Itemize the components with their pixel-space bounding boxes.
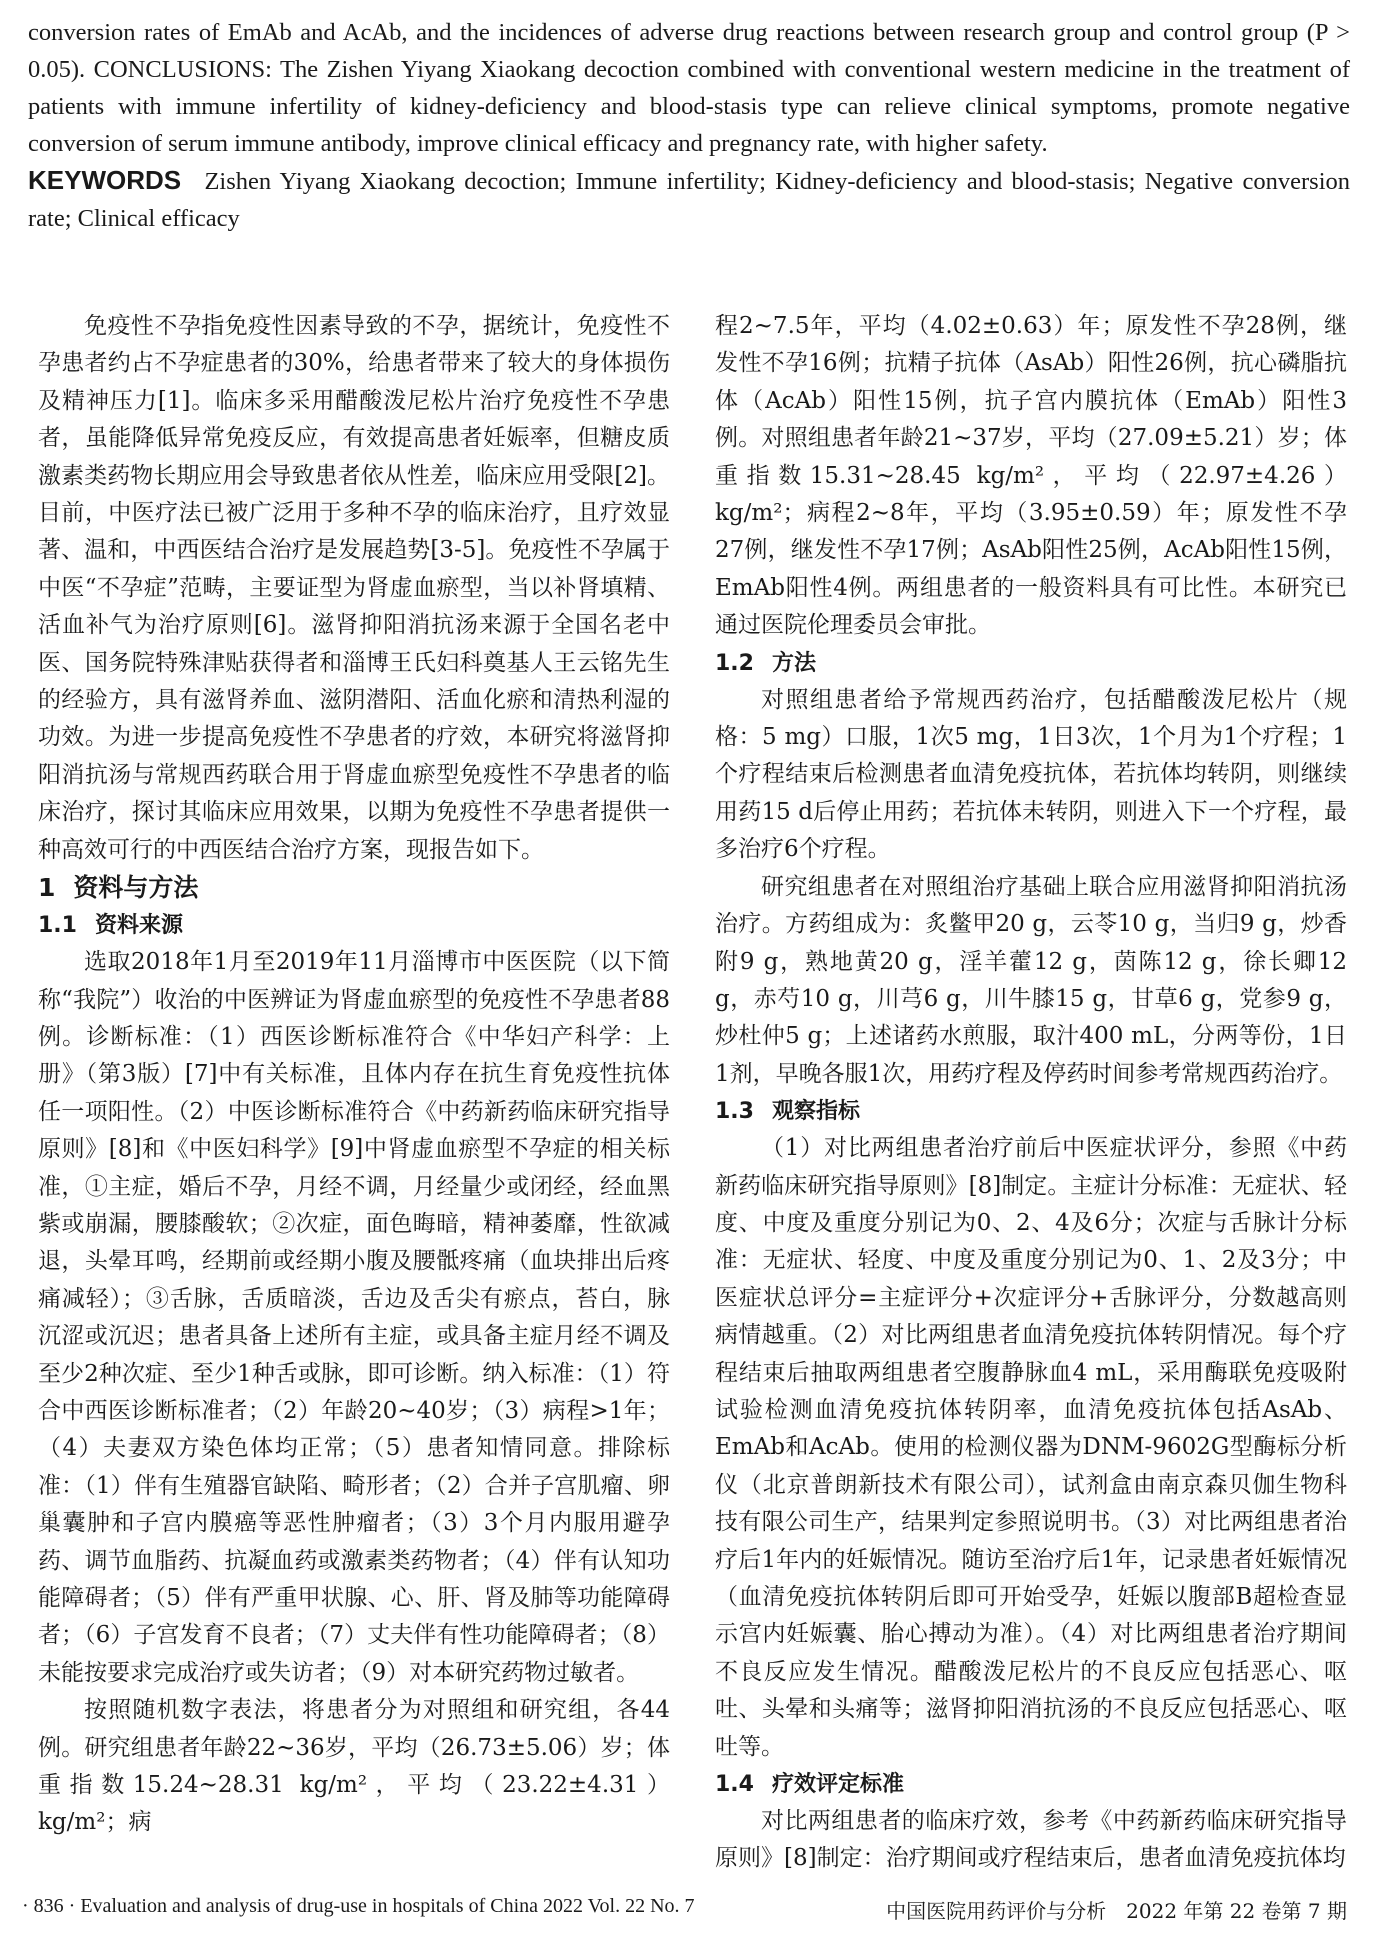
subsection-1-1-heading [38,907,670,944]
intro-paragraph: 免疫性不孕指免疫性因素导致的不孕，据统计，免疫性不孕患者约占不孕症患者的30%，给患者带来了较大的身体损伤及精神压力[1]。临床多采用醋酸泼尼松片治疗免疫性不孕患者，虽能降低异常免疫反应，有效提高患者妊娠率，但糖皮质激素类药物长期应用会导致患者依从性差，临床应用受限[2]。目前，中医疗法已被广泛用于多种不孕的临床治疗，且疗效显著、温和，中西医结合治疗是发展趋势[3-5]。免疫性不孕属于中医“不孕症”范畴，主要证型为肾虚血瘀型，当以补肾填精、活血补气为治疗原则[6]。滋肾抑阳消抗汤来源于全国名老中医、国务院特殊津贴获得者和淄博王氏妇科奠基人王云铭先生的经验方，具有滋肾养血、滋阴潜阳、活血化瘀和清热利湿的功效。为进一步提高免疫性不孕患者的疗效，本研究将滋肾抑阳消抗汤与常规西药联合用于肾虚血瘀型免疫性不孕患者的临床治疗，探讨其临床应用效果，以期为免疫性不孕患者提供一种高效可行的中西医结合治疗方案，现报告如下。 [38,313,670,863]
subsection-1-2-title: 方法 [771,650,816,676]
left-column [38,308,670,1842]
subsection-1-2-heading [715,645,1347,682]
keywords-text: Zishen Yiyang Xiaokang decoction; Immune infertility; Kidney-deficiency and blood-stasis; Negative conversion rate; Clinical efficacy [28,168,1350,232]
section-1-number: 1 [38,873,56,903]
subsection-1-3-heading [715,1093,1347,1130]
section-1-heading [38,869,670,907]
footer-journal-en: · 836 · Evaluation and analysis of drug-use in hospitals of China 2022 Vol. 22 No. 7 [22,1895,695,1917]
abstract-body: conversion rates of EmAb and AcAb, and the incidences of adverse drug reactions between research group and control group (P > 0.05). CONCLUSIONS: The Zishen Yiyang Xiaokang decoction combined with conventional western medicine in the treatment of patients with immune infertility of kidney-deficiency and blood-stasis type can relieve clinical symptoms, promote negative conversion of serum immune antibody, improve clinical efficacy and pregnancy rate, with higher safety. [28,19,1350,157]
subsection-1-2-number: 1.2 [715,650,754,676]
paragraph-1-1-continued: 程2~7.5年，平均（4.02±0.63）年；原发性不孕28例，继发性不孕16例；抗精子抗体（AsAb）阳性26例，抗心磷脂抗体（AcAb）阳性15例，抗子宫内膜抗体（EmAb）阳性3例。对照组患者年龄21~37岁，平均（27.09±5.21）岁；体重指数15.31~28.45 kg/m²，平均（22.97±4.26）kg/m²；病程2~8年，平均（3.95±0.59）年；原发性不孕27例，继发性不孕17例；AsAb阳性25例，AcAb阳性15例，EmAb阳性4例。两组患者的一般资料具有可比性。本研究已通过医院伦理委员会审批。 [715,313,1347,639]
subsection-1-1-number: 1.1 [38,913,77,939]
paragraph-1-1-grouping: 按照随机数字表法，将患者分为对照组和研究组，各44例。研究组患者年龄22~36岁，平均（26.73±5.06）岁；体重指数15.24~28.31 kg/m²，平均（23.22±4.31）kg/m²；病 [38,1697,670,1836]
keywords-label: KEYWORDS [28,165,182,195]
paragraph-1-3: （1）对比两组患者治疗前后中医症状评分，参照《中药新药临床研究指导原则》[8]制定。主症计分标准：无症状、轻度、中度及重度分别记为0、2、4及6分；次症与舌脉计分标准：无症状、轻度、中度及重度分别记为0、1、2及3分；中医症状总评分=主症评分+次症评分+舌脉评分，分数越高则病情越重。（2）对比两组患者血清免疫抗体转阴情况。每个疗程结束后抽取两组患者空腹静脉血4 mL，采用酶联免疫吸附试验检测血清免疫抗体转阴率，血清免疫抗体包括AsAb、EmAb和AcAb。使用的检测仪器为DNM-9602G型酶标分析仪（北京普朗新技术有限公司），试剂盒由南京森贝伽生物科技有限公司生产，结果判定参照说明书。（3）对比两组患者治疗后1年内的妊娠情况。随访至治疗后1年，记录患者妊娠情况（血清免疫抗体转阴后即可开始受孕，妊娠以腹部B超检查显示宫内妊娠囊、胎心搏动为准）。（4）对比两组患者治疗期间不良反应发生情况。醋酸泼尼松片的不良反应包括恶心、呕吐、头晕和头痛等；滋肾抑阳消抗汤的不良反应包括恶心、呕吐等。 [715,1135,1347,1760]
footer-journal-cn: 中国医院用药评价与分析 2022 年第 22 卷第 7 期 [886,1899,1347,1923]
paragraph-1-4: 对比两组患者的临床疗效，参考《中药新药临床研究指导原则》[8]制定：治疗期间或疗程结束后，患者血清免疫抗体均 [715,1808,1347,1872]
subsection-1-1-title: 资料来源 [94,913,183,939]
keywords-line [28,162,1350,237]
subsection-1-3-number: 1.3 [715,1099,754,1125]
paragraph-1-2-research: 研究组患者在对照组治疗基础上联合应用滋肾抑阳消抗汤治疗。方药组成为：炙鳖甲20 g，云苓10 g，当归9 g，炒香附9 g，熟地黄20 g，淫羊藿12 g，茵陈12 g，徐长卿12 g，赤芍10 g，川芎6 g，川牛膝15 g，甘草6 g，党参9 g，炒杜仲5 g；上述诸药水煎服，取汁400 mL，分两等份，1日1剂，早晚各服1次，用药疗程及停药时间参考常规西药治疗。 [715,873,1347,1087]
english-abstract [28,14,1350,237]
subsection-1-3-title: 观察指标 [771,1099,860,1125]
subsection-1-4-title: 疗效评定标准 [771,1772,904,1798]
subsection-1-4-number: 1.4 [715,1772,754,1798]
section-1-title: 资料与方法 [73,873,199,903]
right-column [715,308,1347,1878]
paragraph-1-1: 选取2018年1月至2019年11月淄博市中医医院（以下简称“我院”）收治的中医辨证为肾虚血瘀型的免疫性不孕患者88例。诊断标准：（1）西医诊断标准符合《中华妇产科学：上册》（第3版）[7]中有关标准，且体内存在抗生育免疫性抗体任一项阳性。（2）中医诊断标准符合《中药新药临床研究指导原则》[8]和《中医妇科学》[9]中肾虚血瘀型不孕症的相关标准，①主症，婚后不孕，月经不调，月经量少或闭经，经血黑紫或崩漏，腰膝酸软；②次症，面色晦暗，精神萎靡，性欲减退，头晕耳鸣，经期前或经期小腹及腰骶疼痛（血块排出后疼痛减轻）；③舌脉，舌质暗淡，舌边及舌尖有瘀点，苔白，脉沉涩或沉迟；患者具备上述所有主症，或具备主症月经不调及至少2种次症、至少1种舌或脉，即可诊断。纳入标准：（1）符合中西医诊断标准者；（2）年龄20~40岁；（3）病程>1年；（4）夫妻双方染色体均正常；（5）患者知情同意。排除标准：（1）伴有生殖器官缺陷、畸形者；（2）合并子宫肌瘤、卵巢囊肿和子宫内膜癌等恶性肿瘤者；（3）3个月内服用避孕药、调节血脂药、抗凝血药或激素类药物者；（4）伴有认知功能障碍者；（5）伴有严重甲状腺、心、肝、肾及肺等功能障碍者；（6）子宫发育不良者；（7）丈夫伴有性功能障碍者；（8）未能按要求完成治疗或失访者；（9）对本研究药物过敏者。 [38,949,670,1686]
paragraph-1-2-control: 对照组患者给予常规西药治疗，包括醋酸泼尼松片（规格：5 mg）口服，1次5 mg，1日3次，1个月为1个疗程；1个疗程结束后检测患者血清免疫抗体，若抗体均转阴，则继续用药15 d后停止用药；若抗体未转阴，则进入下一个疗程，最多治疗6个疗程。 [715,686,1347,863]
subsection-1-4-heading [715,1766,1347,1803]
